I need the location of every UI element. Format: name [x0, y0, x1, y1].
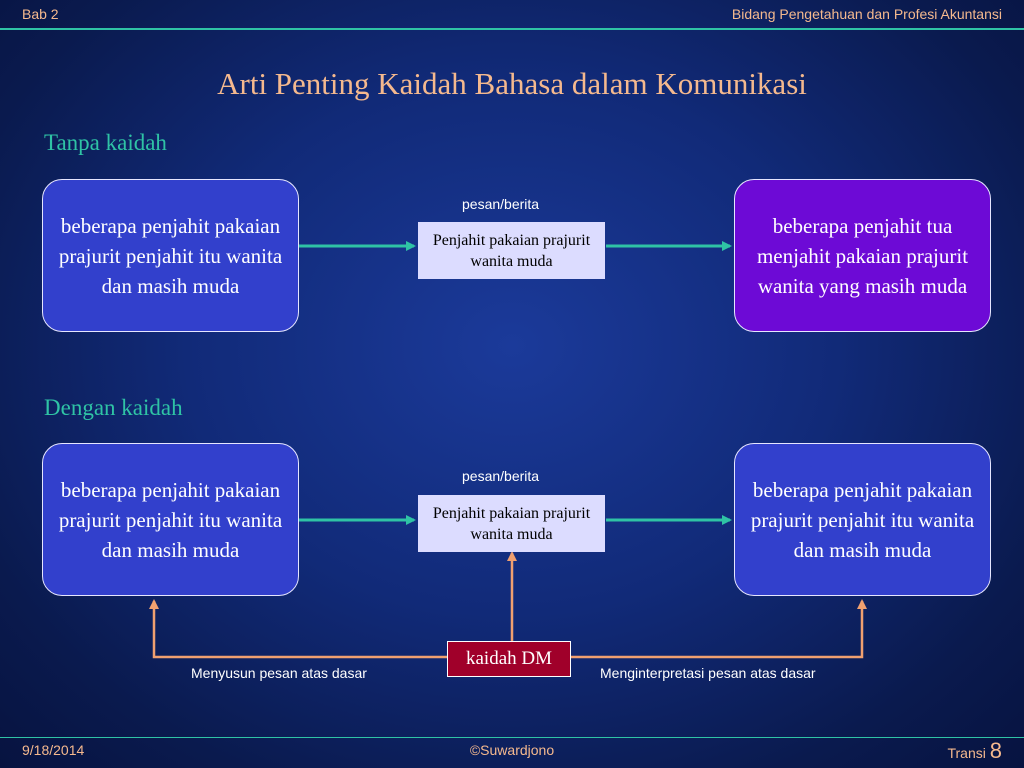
arrow-rule-to-receiver: [571, 601, 862, 657]
message-text: Penjahit pakaian prajurit wanita muda: [432, 504, 591, 543]
receiver-text: beberapa penjahit tua menjahit pakaian prajurit wanita yang masih muda: [756, 213, 969, 298]
arrow-rule-to-sender: [154, 601, 447, 657]
sender-box-without-rule: [42, 179, 299, 332]
sender-box-with-rule: [42, 443, 299, 596]
slide-title: Arti Penting Kaidah Bahasa dalam Komunikasi: [217, 66, 807, 101]
rule-box: [447, 641, 571, 677]
message-box-without-rule: [418, 222, 605, 279]
footer-divider: [0, 737, 1024, 738]
receiver-text: beberapa penjahit pakaian prajurit penjahit itu wanita dan masih muda: [750, 477, 975, 562]
receiver-box-with-rule: [734, 443, 991, 596]
footer-date: 9/18/2014: [22, 742, 85, 758]
compose-caption: Menyusun pesan atas dasar: [191, 665, 367, 681]
heading-without-rule: Tanpa kaidah: [44, 130, 167, 155]
message-label-with-rule: pesan/berita: [462, 468, 540, 484]
message-text: Penjahit pakaian prajurit wanita muda: [432, 231, 591, 270]
receiver-box-without-rule: [734, 179, 991, 332]
course-title: Bidang Pengetahuan dan Profesi Akuntansi: [731, 6, 1002, 22]
chapter-label: Bab 2: [22, 6, 59, 22]
rule-text: kaidah DM: [465, 648, 552, 669]
page-number: 8: [989, 738, 1002, 763]
heading-with-rule: Dengan kaidah: [44, 395, 183, 420]
interpret-caption: Menginterpretasi pesan atas dasar: [600, 665, 816, 681]
message-label-without-rule: pesan/berita: [462, 196, 540, 212]
footer-author: ©Suwardjono: [469, 742, 555, 758]
sender-text: beberapa penjahit pakaian prajurit penjahit itu wanita dan masih muda: [58, 477, 283, 562]
message-box-with-rule: [418, 495, 605, 552]
sender-text: beberapa penjahit pakaian prajurit penjahit itu wanita dan masih muda: [58, 213, 283, 298]
footer-page: [947, 738, 1002, 764]
footer-label: Transi: [947, 745, 986, 761]
